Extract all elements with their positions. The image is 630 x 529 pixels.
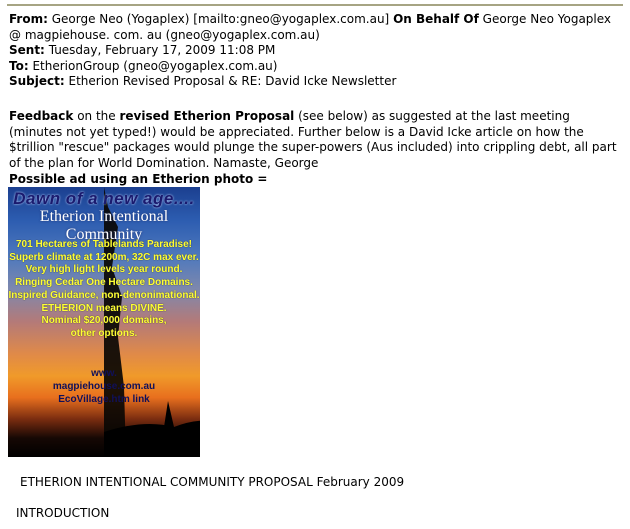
ad-line: ETHERION means DIVINE. — [41, 302, 167, 314]
proposal-bold: revised Etherion Proposal — [119, 109, 295, 123]
proposal-heading: ETHERION INTENTIONAL COMMUNITY PROPOSAL February 2009 — [20, 475, 405, 489]
ad-line: Superb climate at 1200m, 32C max ever. — [9, 251, 199, 263]
ad-url-line: EcoVillage.htm link — [58, 394, 150, 405]
ad-line: Ringing Cedar One Hectare Domains. — [15, 277, 193, 289]
behalf-label: On Behalf Of — [393, 12, 479, 26]
ad-website — [8, 367, 200, 406]
ad-url-line: www. — [91, 368, 117, 379]
to-value: EtherionGroup (gneo@yogaplex.com.au) — [32, 58, 278, 73]
body-text-1: on the — [77, 109, 116, 123]
sent-line — [9, 43, 623, 59]
etherion-ad-image — [8, 187, 200, 457]
message-body — [9, 109, 621, 171]
ad-caption: Possible ad using an Etherion photo = — [9, 172, 268, 186]
email-header — [9, 12, 623, 90]
introduction-heading: INTRODUCTION — [16, 506, 110, 520]
from-value[interactable]: George Neo (Yogaplex) [mailto:gneo@yogaplex.com.au] — [51, 12, 390, 26]
ad-line: Nominal $20,000 domains, — [41, 315, 167, 327]
subject-value: Etherion Revised Proposal & RE: David Icke Newsletter — [68, 74, 397, 88]
from-line — [9, 12, 623, 43]
ad-line: Inspired Guidance, non-denonimational. — [8, 289, 200, 301]
ad-feature-list — [8, 239, 200, 341]
header-divider — [7, 4, 623, 6]
from-label: From: — [9, 12, 48, 26]
sent-value: Tuesday, February 17, 2009 11:08 PM — [48, 43, 276, 57]
to-label: To: — [9, 58, 29, 73]
ad-url-line: magpiehouse.com.au — [52, 381, 156, 392]
sent-label: Sent: — [9, 43, 45, 57]
behalf-value: George Neo Yogaplex @ magpiehouse. com. au (gneo@yogaplex.com.au) — [9, 12, 612, 42]
subject-line — [9, 74, 623, 90]
subject-label: Subject: — [9, 74, 65, 88]
ad-line: 701 Hectares of Tablelands Paradise! — [15, 239, 192, 250]
ad-line: Very high light levels year round. — [25, 264, 183, 276]
ad-tagline: Dawn of a new age.... — [13, 189, 195, 208]
body-text-2: (see below) as suggested at the last meeting (minutes not yet typed!) would be appreciated. Further below is a David Icke article on how the $trillion "rescue" packages would plunge the super-powers (Aus included) into crippling debt, all part of the plan for World Domination. Namaste, George — [9, 109, 617, 170]
to-line — [9, 59, 623, 75]
feedback-bold: Feedback — [9, 109, 74, 123]
ad-line: other options. — [70, 327, 138, 339]
ad-title: Etherion Intentional Community — [39, 208, 169, 243]
